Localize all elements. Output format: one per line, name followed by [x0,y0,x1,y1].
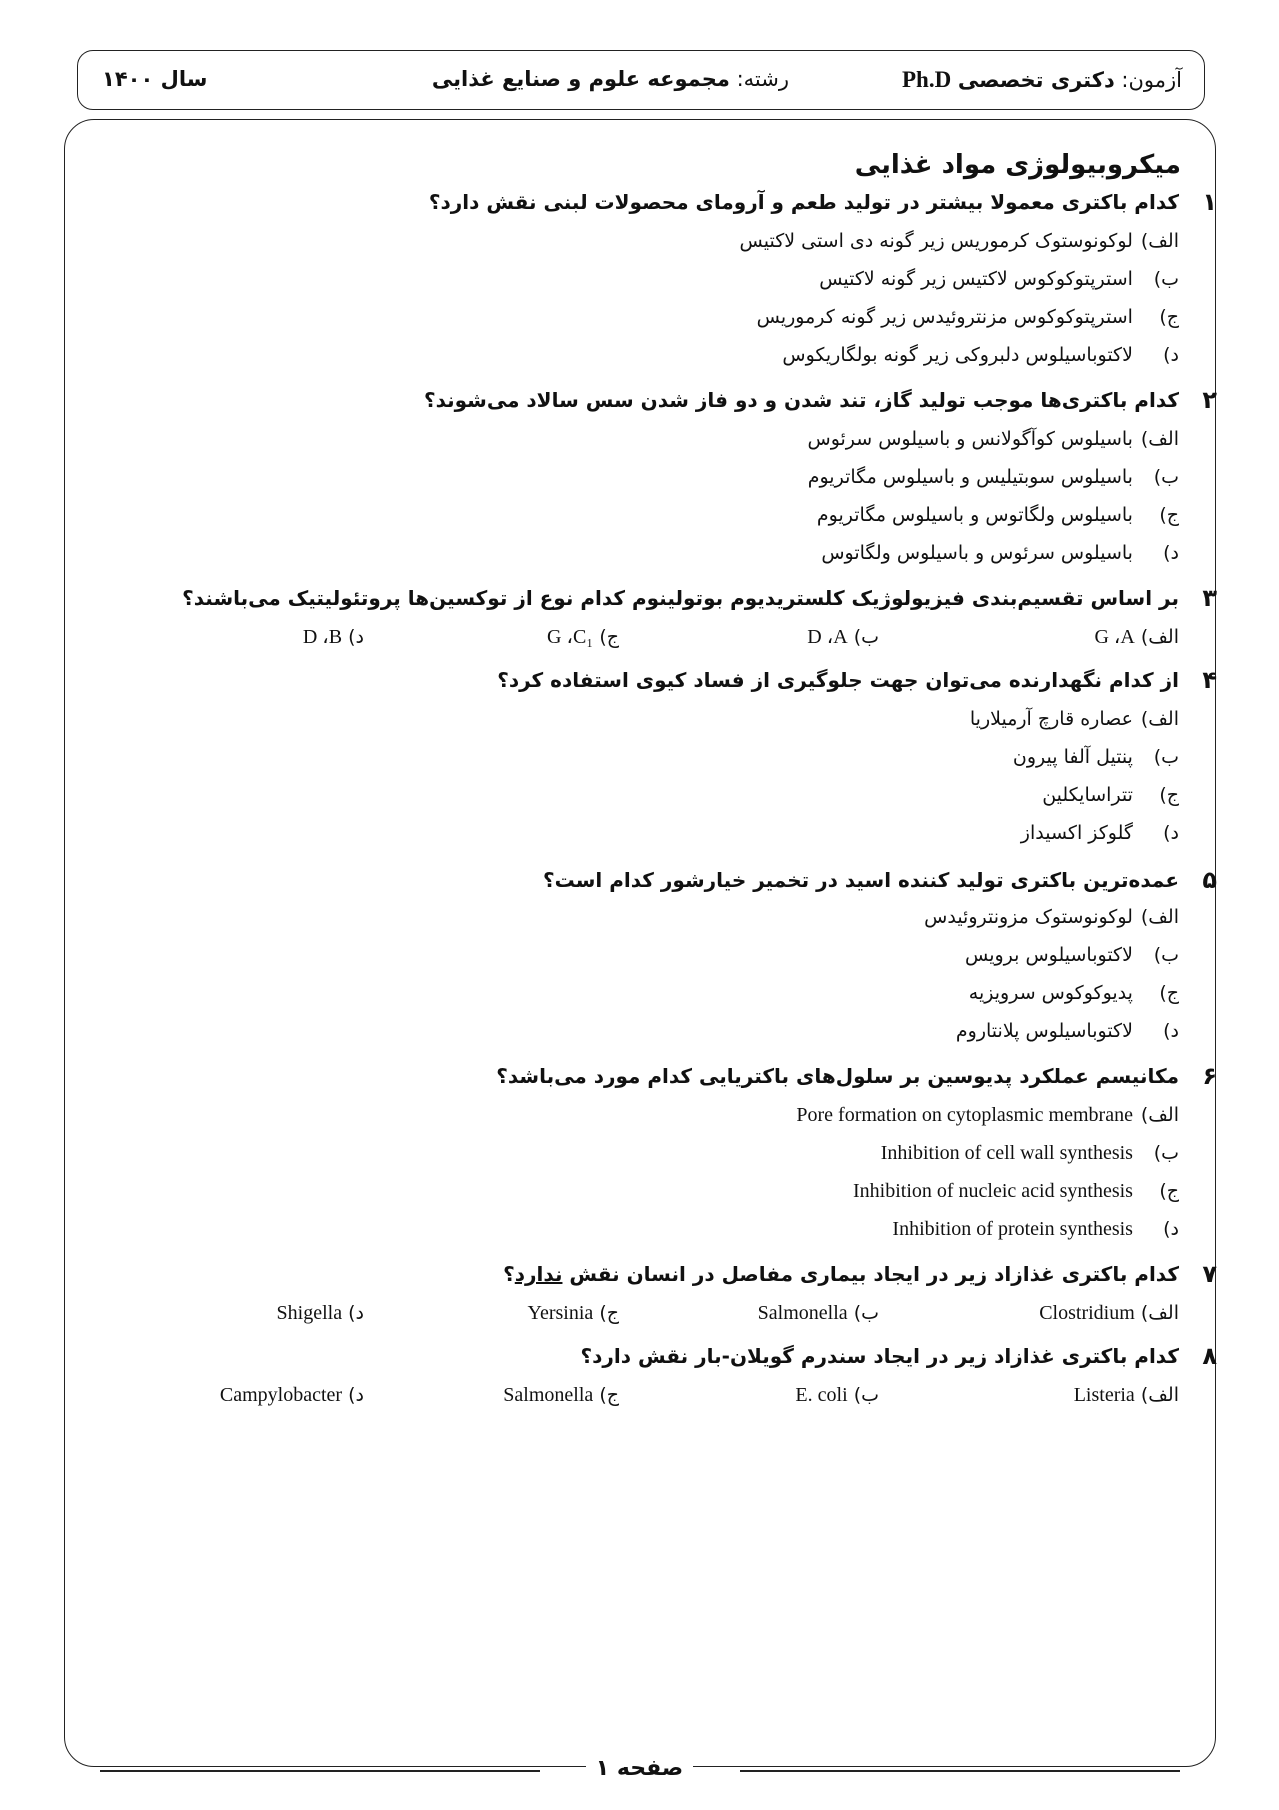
option-item: ب) لاکتوباسیلوس برویس [964,944,1179,966]
field-value: مجموعه علوم و صنایع غذایی [431,67,730,91]
option-item: د) Campylobacter [219,1384,364,1406]
option-item: ج) Yersinia [527,1302,619,1324]
exam-header [77,50,1205,110]
option-item: د) باسیلوس سرئوس و باسیلوس ولگاتوس [821,542,1179,564]
option-item: ب) Salmonella [757,1302,879,1324]
question-text: از کدام نگهدارنده می‌توان جهت جلوگیری از فساد کیوی استفاده کرد؟ [497,668,1179,692]
option-item: ب) استرپتوکوکوس لاکتیس زیر گونه لاکتیس [819,268,1179,290]
option-item: د) D ،B [302,626,364,648]
option-item: د) Shigella [276,1302,364,1324]
option-item: الف) باسیلوس کوآگولانس و باسیلوس سرئوس [807,428,1179,450]
option-item: ب) E. coli [795,1384,879,1406]
option-item: ج) Salmonella [503,1384,619,1406]
option-item: ج) پدیوکوکوس سرویزیه [968,982,1179,1004]
question-number: ۵ [1202,866,1217,894]
option-item: ج) Inhibition of nucleic acid synthesis [853,1180,1179,1202]
field-label: رشته: [736,67,789,91]
option-item: ج) استرپتوکوکوس مزنتروئیدس زیر گونه کرموریس [756,306,1179,328]
option-item: الف) Listeria [1073,1384,1179,1406]
question-number: ۱ [1202,188,1217,216]
question-number: ۳ [1202,584,1217,612]
option-item: د) لاکتوباسیلوس پلانتاروم [955,1020,1179,1042]
question-number: ۸ [1202,1342,1217,1370]
question-text: کدام باکتری معمولا بیشتر در تولید طعم و آرومای محصولات لبنی نقش دارد؟ [428,190,1179,214]
underlined-word: ندارد [514,1262,563,1286]
option-item: د) لاکتوباسیلوس دلبروکی زیر گونه بولگاریکوس [782,344,1179,366]
question-number: ۶ [1202,1062,1217,1090]
exam-degree: Ph.D [902,67,952,92]
option-item: الف) لوکونوستوک کرموریس زیر گونه دی استی لاکتیس [739,230,1179,252]
question-text: بر اساس تقسیم‌بندی فیزیولوژیک کلستریدیوم بوتولینوم کدام نوع از توکسین‌ها پروتئولیتیک می‌باشند؟ [182,586,1179,610]
exam-label: آزمون: [1121,68,1182,92]
option-item: ب) باسیلوس سوبتیلیس و باسیلوس مگاتریوم [807,466,1179,488]
option-item: ج) تتراسایکلین [1042,784,1179,806]
exam-value: دکتری تخصصی [957,68,1115,92]
option-item: ج) G ،C₁ [547,626,619,648]
field-info [432,67,789,91]
option-item: د) Inhibition of protein synthesis [892,1218,1179,1240]
question-text: کدام باکتری غذازاد زیر در ایجاد سندرم گویلان-بار نقش دارد؟ [580,1344,1179,1368]
exam-year: سال ۱۴۰۰ [102,67,208,91]
question-text: کدام باکتری غذازاد زیر در ایجاد بیماری مفاصل در انسان نقش ندارد؟ [503,1262,1179,1286]
exam-info [902,67,1182,93]
section-title: میکروبیولوژی مواد غذایی [854,150,1181,180]
question-text: کدام باکتری‌ها موجب تولید گاز، تند شدن و دو فاز شدن سس سالاد می‌شوند؟ [423,388,1179,412]
option-item: الف) G ،A [1094,626,1179,648]
option-item: الف) Clostridium [1039,1302,1179,1324]
question-number: ۷ [1202,1260,1217,1288]
content-frame [64,119,1216,1767]
question-text: مکانیسم عملکرد پدیوسین بر سلول‌های باکتریایی کدام مورد می‌باشد؟ [496,1064,1179,1088]
option-item: ب) Inhibition of cell wall synthesis [880,1142,1179,1164]
page-number: صفحه ۱ [0,1756,1279,1781]
option-item: ج) باسیلوس ولگاتوس و باسیلوس مگاتریوم [816,504,1179,526]
question-number: ۲ [1202,386,1217,414]
question-text: عمده‌ترین باکتری تولید کننده اسید در تخمیر خیارشور کدام است؟ [542,868,1179,892]
question-number: ۴ [1202,666,1217,694]
option-item: الف) عصاره قارچ آرمیلاریا [969,708,1179,730]
option-item: د) گلوکز اکسیداز [1020,822,1179,844]
option-item: ب) D ،A [807,626,879,648]
option-item: ب) پنتیل آلفا پیرون [1012,746,1179,768]
option-item: الف) Pore formation on cytoplasmic membrane [796,1104,1179,1126]
option-item: الف) لوکونوستوک مزونتروئیدس [924,906,1179,928]
